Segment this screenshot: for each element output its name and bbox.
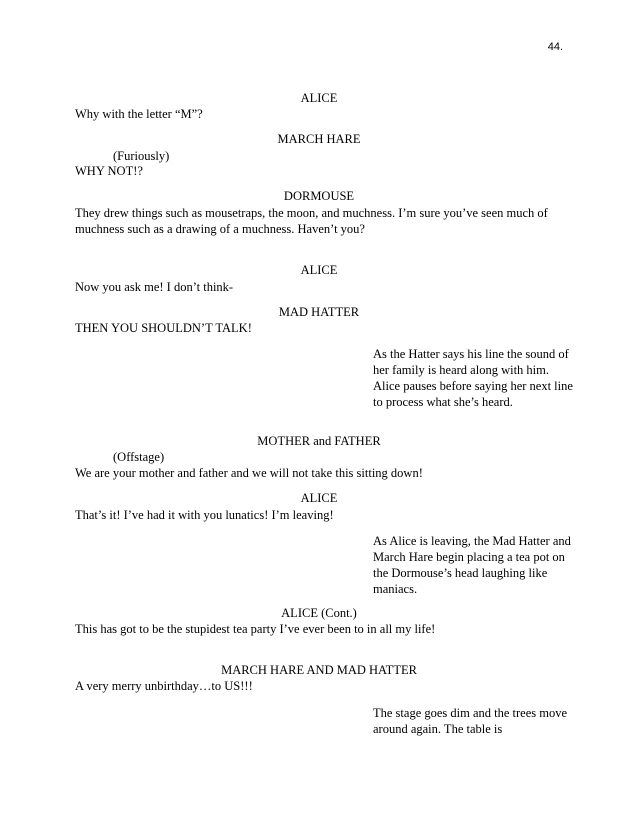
stage-direction: As the Hatter says his line the sound of her family is heard along with him. Alice pauses before saying her next line to process what she’s heard. xyxy=(373,347,573,409)
dialogue-line: THEN YOU SHOULDN’T TALK! xyxy=(75,321,252,335)
page-number: 44. xyxy=(547,41,563,53)
character-name-alice: ALICE xyxy=(300,263,338,277)
dialogue-line: We are your mother and father and we will not take this sitting down! xyxy=(75,466,423,480)
character-name-mad-hatter: MAD HATTER xyxy=(278,305,360,319)
dialogue-line: That’s it! I’ve had it with you lunatics! I’m leaving! xyxy=(75,508,334,522)
stage-direction: As Alice is leaving, the Mad Hatter and March Hare begin placing a tea pot on the Dormouse’s head laughing like maniacs. xyxy=(373,534,571,596)
character-name-alice-cont: ALICE (Cont.) xyxy=(281,606,357,620)
dialogue-line: WHY NOT!? xyxy=(75,164,143,178)
character-name-march-hare-and-mad-hatter: MARCH HARE AND MAD HATTER xyxy=(221,663,417,677)
parenthetical: (Furiously) xyxy=(113,149,170,163)
parenthetical: (Offstage) xyxy=(113,450,165,464)
character-name-alice: ALICE xyxy=(300,91,338,105)
character-name-mother-and-father: MOTHER and FATHER xyxy=(257,434,381,448)
dialogue-line: Now you ask me! I don’t think- xyxy=(75,280,234,294)
character-name-alice: ALICE xyxy=(300,491,338,505)
character-name-march-hare: MARCH HARE xyxy=(277,132,361,146)
dialogue-line: Why with the letter “M”? xyxy=(75,107,203,121)
dialogue-line: They drew things such as mousetraps, the moon, and muchness. I’m sure you’ve seen much of muchness such as a drawing of a muchness. Haven’t you? xyxy=(75,206,548,236)
character-name-dormouse: DORMOUSE xyxy=(283,189,355,203)
dialogue-line: A very merry unbirthday…to US!!! xyxy=(75,679,253,693)
stage-direction: The stage goes dim and the trees move around again. The table is xyxy=(373,706,568,736)
dialogue-line: This has got to be the stupidest tea party I’ve ever been to in all my life! xyxy=(75,622,436,636)
